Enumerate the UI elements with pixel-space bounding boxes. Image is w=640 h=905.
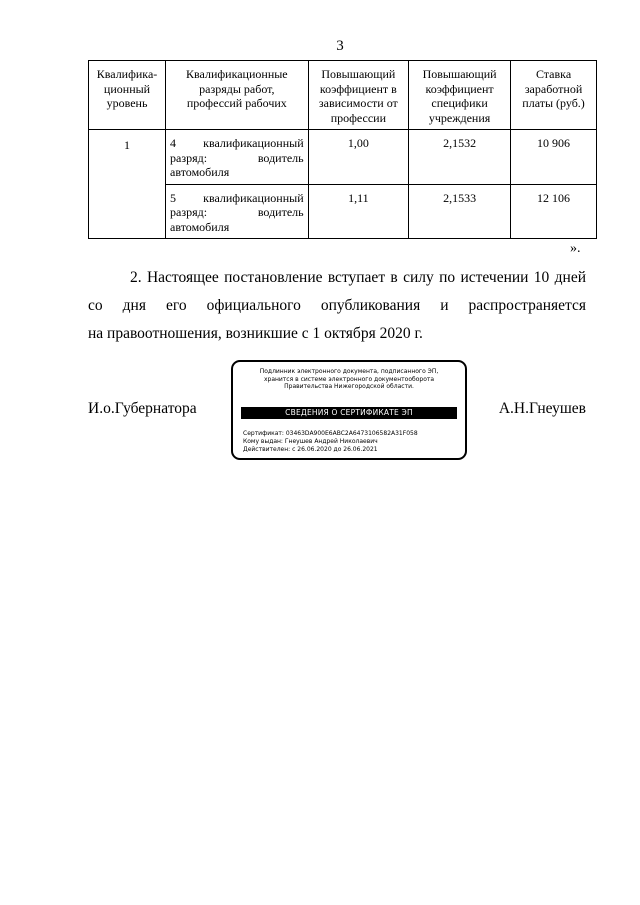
rank-cell xyxy=(166,184,309,239)
header-profession-coefficient: Повышающий коэффициент в зависимости от профессии xyxy=(308,61,408,130)
stamp-header xyxy=(239,368,459,391)
signatory-name: А.Н.Гнеушев xyxy=(498,400,586,417)
electronic-signature-stamp xyxy=(231,360,467,460)
rank-cell xyxy=(166,130,309,185)
decree-paragraph xyxy=(88,264,586,348)
stamp-title: СВЕДЕНИЯ О СЕРТИФИКАТЕ ЭП xyxy=(241,407,457,419)
stamp-details xyxy=(243,430,459,454)
institution-coefficient-cell: 2,1532 xyxy=(409,130,511,185)
stamp-header-line: хранится в системе электронного документооборота xyxy=(263,375,435,383)
rank-first-line: 5 квалификационный xyxy=(170,190,304,205)
institution-coefficient-cell: 2,1533 xyxy=(409,184,511,239)
rank-rest: разряд: водитель автомобиля xyxy=(170,150,304,179)
paragraph-line-1: 2. Настоящее постановление вступает в силу по истечении 10 дней xyxy=(130,269,586,286)
stamp-header-line: Правительства Нижегородской области. xyxy=(284,383,414,390)
paragraph-line-2: со дня его официального опубликования и распространяется xyxy=(88,297,586,314)
qualification-level-cell: 1 xyxy=(89,130,166,239)
header-qualification-ranks: Квалификационные разряды работ, профессий рабочих xyxy=(166,61,309,130)
profession-coefficient-cell: 1,11 xyxy=(308,184,408,239)
closing-quote: ». xyxy=(570,241,581,256)
salary-rate-cell: 12 106 xyxy=(511,184,597,239)
stamp-header-line: Подлинник электронного документа, подписанного ЭП, xyxy=(259,368,439,375)
page-number: 3 xyxy=(336,38,344,54)
profession-coefficient-cell: 1,00 xyxy=(308,130,408,185)
signatory-position: И.о.Губернатора xyxy=(88,400,197,417)
table-row xyxy=(89,184,597,239)
table-header-row xyxy=(89,61,597,130)
header-qualification-level: Квалифика-ционный уровень xyxy=(89,61,166,130)
table-row xyxy=(89,130,597,185)
rank-first-line: 4 квалификационный xyxy=(170,136,304,150)
rank-rest: разряд: водитель автомобиля xyxy=(170,205,304,234)
header-salary-rate: Ставка заработной платы (руб.) xyxy=(511,61,597,130)
certificate-validity: Действителен: с 26.06.2020 до 26.06.2021 xyxy=(243,446,378,453)
salary-table xyxy=(88,60,597,239)
certificate-number: Сертификат: 03463DA900E6ABC2A6473106582A31F058 xyxy=(243,430,418,437)
certificate-owner: Кому выдан: Гнеушев Андрей Николаевич xyxy=(243,438,378,445)
header-institution-coefficient: Повышающий коэффициент специфики учреждения xyxy=(409,61,511,130)
salary-rate-cell: 10 906 xyxy=(511,130,597,185)
paragraph-line-3: на правоотношения, возникшие с 1 октября 2020 г. xyxy=(88,325,423,342)
